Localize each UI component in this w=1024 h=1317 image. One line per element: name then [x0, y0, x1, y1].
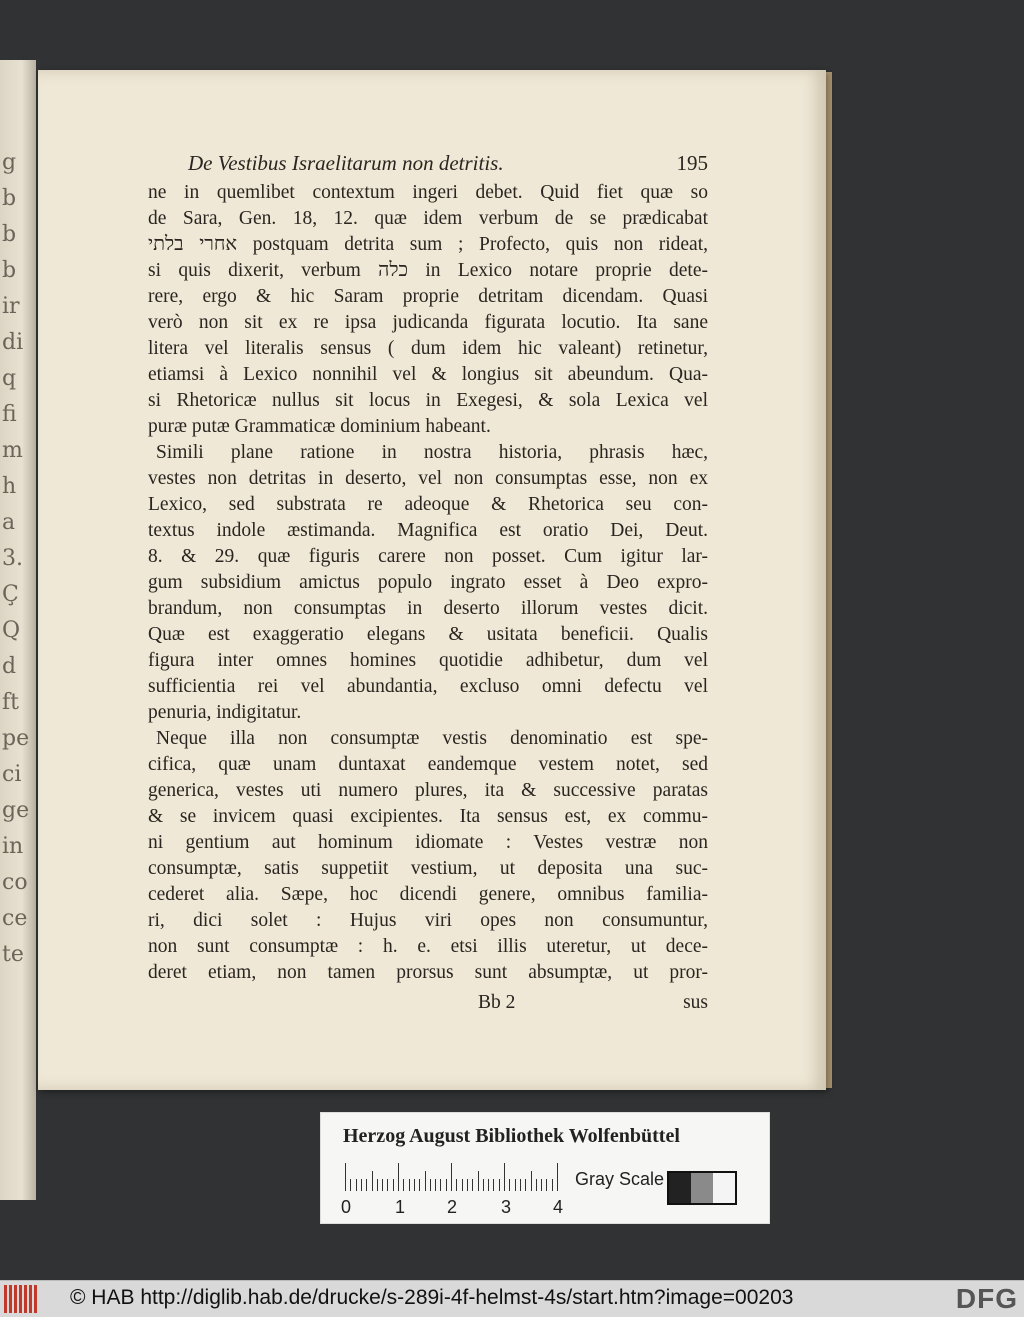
barcode-bar	[24, 1285, 27, 1313]
ruler-tick	[440, 1179, 441, 1191]
text-line: penuria, indigitatur.	[148, 702, 302, 723]
prev-page-fragment: Ç	[2, 582, 19, 607]
ruler-tick	[536, 1179, 537, 1191]
text-line: deret etiam, non tamen prorsus sunt absumptæ, ut pror-	[148, 962, 708, 983]
text-line: non sunt consumptæ : h. e. etsi illis uteretur, ut dece-	[148, 936, 708, 957]
barcode-bar	[34, 1285, 37, 1313]
gray-swatch	[691, 1173, 713, 1203]
ruler-tick	[430, 1179, 431, 1191]
text-line: ni gentium aut hominum idiomate : Vestes vestræ non	[148, 832, 708, 853]
running-head-title: De Vestibus Israelitarum non detritis.	[188, 151, 504, 175]
text-line: de Sara, Gen. 18, 12. quæ idem verbum de se prædicabat	[148, 208, 708, 229]
prev-page-fragment: di	[2, 330, 24, 355]
ruler-tick	[414, 1179, 415, 1191]
prev-page-fragment: 3.	[2, 546, 23, 571]
ruler-tick	[525, 1179, 526, 1191]
ruler-tick	[366, 1179, 367, 1191]
ruler-tick	[393, 1179, 394, 1191]
text-line: generica, vestes uti numero plures, ita & successive paratas	[148, 780, 708, 801]
text-line: אחרי בלתי postquam detrita sum ; Profecto, quis non rideat,	[148, 234, 709, 255]
scale-number-4: 4	[553, 1197, 564, 1217]
text-line: si Rhetoricæ nullus sit locus in Exegesi, & sola Lexica vel	[148, 390, 708, 411]
prev-page-fragment: b	[2, 222, 17, 247]
barcode-bar	[19, 1285, 22, 1313]
prev-page-fragment: Q	[2, 618, 21, 643]
scale-number-1: 1	[395, 1197, 406, 1217]
prev-page-fragment: fi	[2, 402, 17, 427]
signature-mark: Bb 2	[478, 992, 516, 1013]
prev-page-fragment: a	[2, 510, 16, 535]
target-title: Herzog August Bibliothek Wolfenbüttel	[343, 1125, 680, 1147]
barcode-bar	[4, 1285, 7, 1313]
ruler-tick	[372, 1171, 373, 1191]
hab-logo-icon	[4, 1285, 44, 1313]
prev-page-fragment: ci	[2, 762, 22, 787]
catchword: sus	[683, 992, 708, 1013]
text-line: textus indole æstimanda. Magnifica est oratio Dei, Deut.	[148, 520, 708, 541]
ruler-tick	[472, 1179, 473, 1191]
text-lines	[148, 180, 708, 986]
scale-number-3: 3	[501, 1197, 512, 1217]
running-head	[148, 150, 708, 180]
ruler-tick	[387, 1179, 388, 1191]
text-line: Neque illa non consumptæ vestis denominatio est spe-	[156, 728, 708, 749]
prev-page-fragment: ft	[2, 690, 19, 715]
prev-page-fragment: q	[2, 366, 17, 391]
text-line: 8. & 29. quæ figuris carere non posset. Cum igitur lar-	[148, 546, 708, 567]
text-line: Simili plane ratione in nostra historia, phrasis hæc,	[156, 442, 708, 463]
text-line: Quæ est exaggeratio elegans & usitata beneficii. Qualis	[148, 624, 708, 645]
ruler-tick	[361, 1179, 362, 1191]
barcode-bar	[14, 1285, 17, 1313]
gray-scale-swatches	[667, 1171, 737, 1205]
text-line: rere, ergo & hic Saram proprie detritam dicendam. Quasi	[148, 286, 708, 307]
catch-line	[148, 990, 708, 1018]
prev-page-fragment: h	[2, 474, 17, 499]
prev-page-fragment: in	[2, 834, 24, 859]
prev-page-fragment: ce	[2, 906, 28, 931]
gray-scale-label: Gray Scale	[575, 1169, 665, 1189]
scale-number-2: 2	[447, 1197, 458, 1217]
ruler-tick	[425, 1171, 426, 1191]
prev-page-fragment: ge	[2, 798, 30, 823]
ruler-tick	[509, 1179, 510, 1191]
text-line: ne in quemlibet contextum ingeri debet. Quid fiet quæ so	[148, 182, 708, 203]
ruler-tick	[467, 1179, 468, 1191]
viewer-footer	[0, 1280, 1024, 1317]
text-line: puræ putæ Grammaticæ dominium habeant.	[148, 416, 491, 437]
prev-page-fragment: co	[2, 870, 28, 895]
ruler-tick	[350, 1179, 351, 1191]
ruler-tick	[515, 1179, 516, 1191]
ruler-tick	[398, 1163, 399, 1191]
ruler-tick	[462, 1179, 463, 1191]
ruler-scale	[345, 1161, 560, 1191]
ruler-tick	[419, 1179, 420, 1191]
prev-page-fragment: g	[2, 150, 17, 175]
ruler-tick	[403, 1179, 404, 1191]
footer-url[interactable]: © HAB http://diglib.hab.de/drucke/s-289i-4f-helmst-4s/start.htm?image=00203	[70, 1286, 794, 1309]
text-line: cifica, quæ unam duntaxat eandemque vestem notet, sed	[148, 754, 708, 775]
text-line: consumptæ, satis suppetiit vestium, ut deposita una suc-	[148, 858, 708, 879]
text-line: brandum, non consumptas in deserto illorum vestes dicit.	[148, 598, 708, 619]
gray-swatch	[713, 1173, 735, 1203]
ruler-tick	[435, 1179, 436, 1191]
text-line: sufficientia rei vel abundantia, excluso omni defectu vel	[148, 676, 708, 697]
ruler-tick	[531, 1171, 532, 1191]
ruler-tick	[409, 1179, 410, 1191]
ruler-tick	[446, 1179, 447, 1191]
text-line: gum subsidium amictus populo ingrato esset à Deo expro-	[148, 572, 708, 593]
ruler-tick	[456, 1179, 457, 1191]
text-line: figura inter omnes homines quotidie adhibetur, dum vel	[148, 650, 708, 671]
gray-swatch	[669, 1173, 691, 1203]
previous-page-edge	[0, 60, 36, 1200]
scale-number-0: 0	[341, 1197, 352, 1217]
ruler-tick	[377, 1179, 378, 1191]
ruler-tick	[557, 1163, 558, 1191]
ruler-tick	[478, 1171, 479, 1191]
prev-page-fragment: m	[2, 438, 23, 463]
ruler-tick	[356, 1179, 357, 1191]
ruler-tick	[504, 1163, 505, 1191]
text-line: vestes non detritas in deserto, vel non consumptas esse, non ex	[148, 468, 708, 489]
text-line: etiamsi à Lexico nonnihil vel & longius sit abeundum. Qua-	[148, 364, 708, 385]
ruler-tick	[546, 1179, 547, 1191]
prev-page-fragment: d	[2, 654, 17, 679]
ruler-tick	[451, 1163, 452, 1191]
text-line: & se invicem quasi excipientes. Ita sensus est, ex commu-	[148, 806, 708, 827]
ruler-tick	[382, 1179, 383, 1191]
dfg-logo: DFG	[955, 1283, 1018, 1314]
prev-page-fragment: ir	[2, 294, 20, 319]
prev-page-fragment: b	[2, 258, 17, 283]
text-line: cederet alia. Sæpe, hoc dicendi genere, omnibus familia-	[148, 884, 708, 905]
barcode-bar	[9, 1285, 12, 1313]
ruler-tick	[488, 1179, 489, 1191]
prev-page-fragment: pe	[2, 726, 30, 751]
ruler-tick	[552, 1179, 553, 1191]
barcode-bar	[29, 1285, 32, 1313]
ruler-tick	[493, 1179, 494, 1191]
color-target	[320, 1112, 770, 1224]
page-number: 195	[676, 151, 708, 175]
page-text	[148, 150, 708, 1018]
ruler-tick	[520, 1179, 521, 1191]
book-page	[38, 70, 826, 1090]
text-line: verò non sit ex re ipsa judicanda figurata locutio. Ita sane	[148, 312, 708, 333]
ruler-tick	[499, 1179, 500, 1191]
text-line: litera vel literalis sensus ( dum idem hic valeant) retinetur,	[148, 338, 708, 359]
text-line: si quis dixerit, verbum כלה in Lexico notare proprie dete-	[148, 260, 708, 281]
ruler-tick	[541, 1179, 542, 1191]
prev-page-fragment: te	[2, 942, 24, 967]
prev-page-fragment: b	[2, 186, 17, 211]
text-line: Lexico, sed substrata re adeoque & Rhetorica seu con-	[148, 494, 708, 515]
ruler-tick	[345, 1163, 346, 1191]
ruler-tick	[483, 1179, 484, 1191]
text-line: ri, dici solet : Hujus viri opes non consumuntur,	[148, 910, 708, 931]
